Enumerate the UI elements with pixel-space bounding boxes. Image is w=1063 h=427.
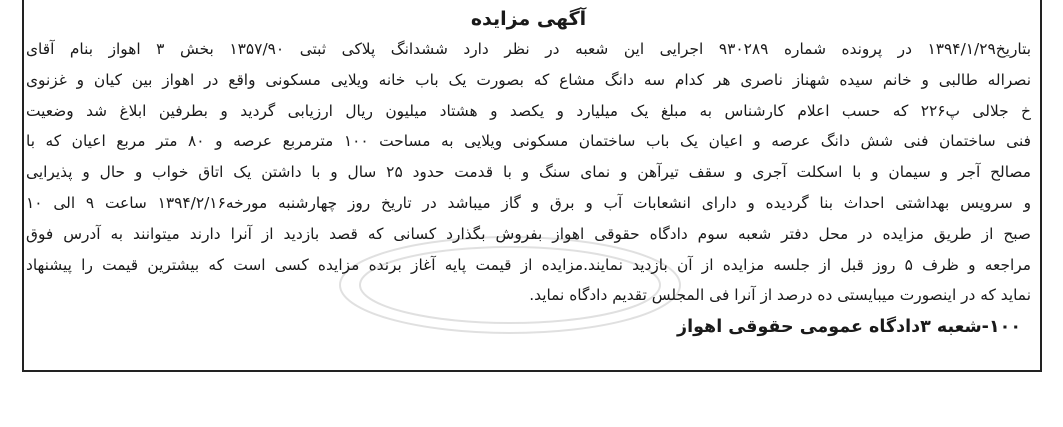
notice-title: آگهی مزایده — [470, 8, 587, 30]
auction-notice — [26, 4, 1031, 368]
notice-body — [26, 34, 1031, 311]
left-border-rule — [22, 0, 24, 372]
notice-line: صبح از طریق مزایده در محل دفتر شعبه سوم دادگاه حقوقی اهواز بفروش بگذارد کسانی که قصد بازدید از آنرا دارند میتوانند به آدرس فوق — [26, 224, 1031, 243]
notice-line: مراجعه و ظرف ۵ روز قبل از جلسه مزایده از آن بازدید نمایند.مزایده از قیمت پایه آغاز برنده مزایده کسی است که بیشترین قیمت را پیشنهاد — [26, 255, 1031, 274]
court-signature: ۱۰۰-شعبه ۳دادگاه عمومی حقوقی اهواز — [677, 317, 1021, 338]
bottom-border-rule — [22, 370, 1042, 372]
notice-line: نماید که در اینصورت میبایستی ده درصد از آنرا فی المجلس تقدیم دادگاه نماید. — [529, 286, 1031, 305]
notice-line: فنی ساختمان فنی شش دانگ عرصه و اعیان یک باب ساختمان مسکونی ویلایی به مساحت ۱۰۰ مترمربع عرصه و ۸۰ متر مربع اعیان که با — [26, 132, 1031, 151]
notice-line: مصالح آجر و سیمان و با اسکلت آجری و سقف تیرآهن و نمای سنگ و با قدمت حدود ۲۵ سال و با داشتن یک اتاق خواب و حال و پذیرایی — [26, 163, 1031, 182]
notice-line: بتاریخ۱۳۹۴/۱/۲۹ در پرونده شماره ۹۳۰۲۸۹ اجرایی این شعبه در نظر دارد ششدانگ پلاکی ثبتی ۱۳۵۷/۹۰ بخش ۳ اهواز بنام آقای — [26, 40, 1032, 58]
notice-line: نصراله طالبی و خانم سیده شهناز ناصری هر کدام سه دانگ مشاع که بصورت یک باب خانه ویلایی مسکونی واقع در اهواز بین کیان و غزنوی — [26, 70, 1031, 89]
notice-line: خ جلالی پ۲۲۶ که حسب اعلام کارشناس به مبلغ یک میلیارد و یکصد و هشتاد میلیون ریال ارزیابی گردید و بطرفین ابلاغ شد وضعیت — [26, 101, 1031, 120]
notice-line: و سرویس بهداشتی احداث بنا گردیده و دارای انشعابات آب و برق و گاز میباشد در تاریخ روز چهارشنبه مورخه۱۳۹۴/۲/۱۶ ساعت ۹ الی ۱۰ — [26, 193, 1032, 212]
right-border-rule — [1040, 0, 1042, 372]
